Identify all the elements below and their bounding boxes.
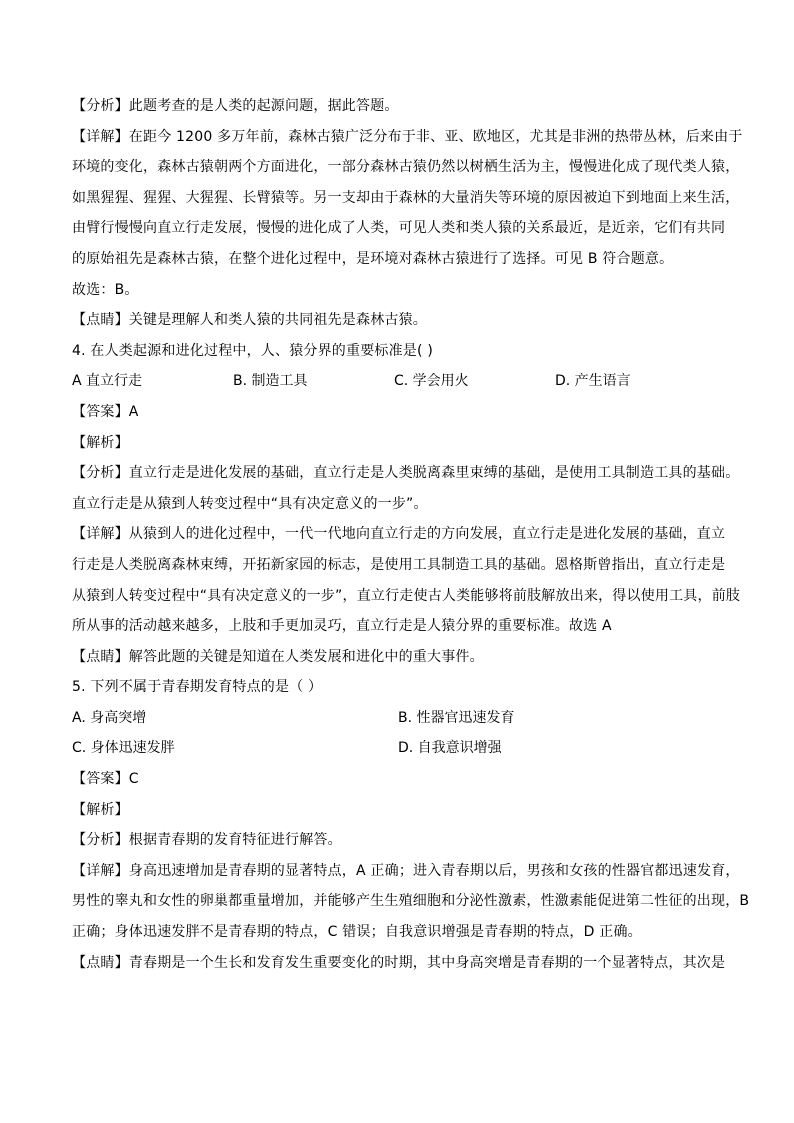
q5-answer: 【答案】C: [72, 771, 139, 788]
q5-comment: 【点睛】青春期是一个生长和发育发生重要变化的时期，其中身高突增是青春期的一个显著特点，其次是: [72, 954, 726, 971]
q4-option-d: D. 产生语言: [555, 373, 631, 390]
q4-detail-line-4: 所从事的活动越来越多，上肢和手更加灵巧，直立行走是人猿分界的重要标准。故选 A: [72, 618, 612, 635]
q5-options-row-2: [72, 738, 740, 758]
q5-option-d: D. 自我意识增强: [398, 740, 502, 757]
q4-option-b: B. 制造工具: [233, 373, 308, 390]
q3-comment: 【点睛】关键是理解人和类人猿的共同祖先是森林古猿。: [72, 312, 427, 329]
q5-stem: 5. 下列不属于青春期发育特点的是（ ）: [72, 679, 323, 696]
q4-analysis-line-2: 直立行走是从猿到人转变过程中“具有决定意义的一步”。: [72, 495, 428, 512]
q5-option-b: B. 性器官迅速发育: [398, 709, 515, 726]
q4-stem: 4. 在人类起源和进化过程中，人、猿分界的重要标准是( ): [72, 342, 433, 359]
q5-explain-label: 【解析】: [72, 801, 129, 818]
q3-detail-line-4: 由臂行慢慢向直立行走发展，慢慢的进化成了人类，可见人类和类人猿的关系最近，是近亲，它们有共同: [72, 220, 726, 237]
q3-detail-line-1: 【详解】在距今 1200 多万年前，森林古猿广泛分布于非、亚、欧地区，尤其是非洲的热带丛林，后来由于: [72, 128, 743, 145]
q4-comment: 【点睛】解答此题的关键是知道在人类发展和进化中的重大事件。: [72, 648, 484, 665]
q4-answer: 【答案】A: [72, 403, 139, 420]
q3-choice: 故选：B。: [72, 281, 139, 298]
q4-option-c: C. 学会用火: [394, 373, 469, 390]
q5-option-a: A. 身高突增: [72, 709, 147, 726]
q5-option-c: C. 身体迅速发胖: [72, 740, 175, 757]
q4-option-a: A 直立行走: [72, 373, 143, 390]
q3-analysis: 【分析】此题考查的是人类的起源问题，据此答题。: [72, 98, 399, 114]
q3-detail-line-5: 的原始祖先是森林古猿，在整个进化过程中，是环境对森林古猿进行了选择。可见 B 符合题意。: [72, 250, 674, 267]
q4-options: [72, 371, 740, 391]
q4-detail-line-2: 行走是人类脱离森林束缚，开拓新家园的标志，是使用工具制造工具的基础。恩格斯曾指出，直立行走是: [72, 556, 726, 573]
q4-detail-line-1: 【详解】从猿到人的进化过程中，一代一代地向直立行走的方向发展，直立行走是进化发展的基础，直立: [72, 526, 726, 543]
q4-detail-line-3: 从猿到人转变过程中“具有决定意义的一步”，直立行走使古人类能够将前肢解放出来，得以使用工具，前肢: [72, 587, 741, 604]
q5-detail-line-1: 【详解】身高迅速增加是青春期的显著特点，A 正确；进入青春期以后，男孩和女孩的性器官都迅速发育，: [72, 862, 740, 879]
document-body: [72, 96, 750, 983]
q5-detail-line-2: 男性的睾丸和女性的卵巢都重量增加，并能够产生生殖细胞和分泌性激素，性激素能促进第二性征的出现，B: [72, 893, 750, 910]
q3-detail-line-3: 如黑猩猩、猩猩、大猩猩、长臂猿等。另一支却由于森林的大量消失等环境的原因被迫下到地面上来生活，: [72, 189, 740, 206]
q5-analysis: 【分析】根据青春期的发育特征进行解答。: [72, 832, 342, 849]
q5-options-row-1: [72, 708, 740, 728]
q5-detail-line-3: 正确；身体迅速发胖不是青春期的特点，C 错误；自我意识增强是青春期的特点，D 正确。: [72, 924, 642, 941]
q4-explain-label: 【解析】: [72, 434, 129, 451]
q4-analysis-line-1: 【分析】直立行走是进化发展的基础，直立行走是人类脱离森里束缚的基础，是使用工具制造工具的基础。: [72, 465, 740, 482]
q3-detail-line-2: 环境的变化，森林古猿朝两个方面进化，一部分森林古猿仍然以树栖生活为主，慢慢进化成了现代类人猿，: [72, 159, 740, 176]
